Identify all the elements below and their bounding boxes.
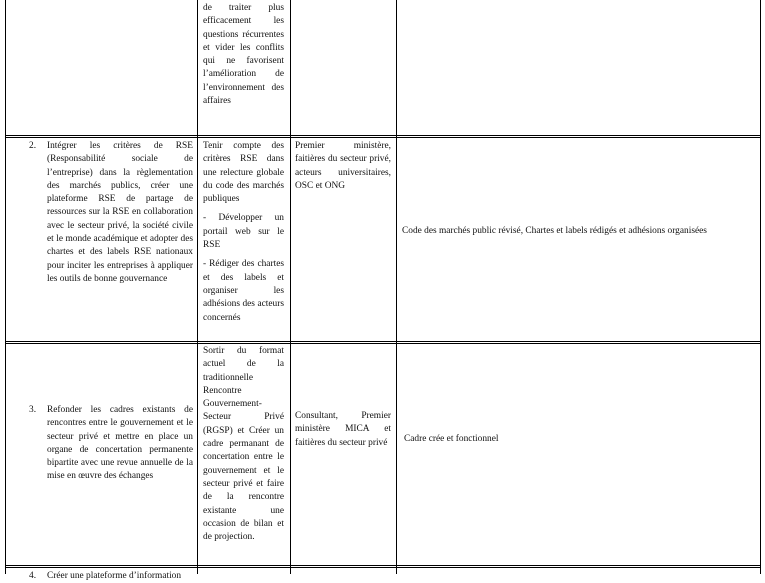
- table-row-3-objective: [47, 404, 193, 484]
- table-row-3-actions: [203, 345, 284, 544]
- row-divider-2: [5, 341, 761, 344]
- table-border-right: [760, 0, 761, 574]
- action-text: de traiter plus efficacement les questions récurrentes et vider les conflits qui ne favorisent l’amélioration de l’environnement des affaires: [203, 3, 284, 107]
- row-number: 2.: [29, 141, 37, 151]
- actors-text: Consultant, Premier ministère MICA et faitières du secteur privé: [295, 411, 391, 448]
- table-row-2-actions: [203, 140, 284, 325]
- column-divider-actors-results: [396, 0, 397, 574]
- table-border-left: [5, 0, 6, 574]
- action-text: Tenir compte des critères RSE dans une relecture globale du code des marchés publiques: [203, 141, 284, 205]
- table-row-2-actors: [295, 140, 391, 193]
- action-text: - Rédiger des chartes et des labels et organiser les adhésions des acteurs concernés: [203, 259, 284, 323]
- row-number: 3.: [29, 405, 37, 415]
- actors-text: Premier ministère, faitières du secteur privé, acteurs universitaires, OSC et ONG: [295, 141, 391, 191]
- objective-text: Intégrer les critères de RSE (Responsabilité sociale de l’entreprise) dans la règlementation des marchés publics, créer une plateforme RSE de partage de ressources sur la RSE en collaboration avec le secteur privé, la société civile et le monde académique et adopter des chartes et des labels RSE nationaux pour inciter les entreprises à appliquer les outils de bonne gouvernance: [47, 141, 193, 284]
- table-row-3-actors: [295, 410, 391, 450]
- row-divider-1: [5, 135, 761, 138]
- row-number: 4.: [29, 571, 37, 581]
- action-text: - Développer un portail web sur le RSE: [203, 213, 284, 251]
- action-text: Sortir du format actuel de la traditionnelle Rencontre Gouvernement-Secteur Privé (RGSP) et Créer un cadre permanant de concertation entre le gouvernement et le secteur privé et faire de la rencontre existante une occasion de bilan et de projection.: [203, 346, 284, 543]
- column-divider-actions-actors: [290, 0, 291, 574]
- table-row-4-objective: Créer une plateforme d’information: [47, 571, 182, 581]
- table-row-2-results: Code des marchés public révisé, Chartes et labels rédigés et adhésions organisées: [402, 226, 707, 236]
- table-row-1-actions: [203, 2, 284, 108]
- table-row-2-objective: [47, 140, 193, 286]
- row-divider-3: [5, 565, 761, 568]
- column-divider-objective-actions: [197, 0, 198, 574]
- table-row-3-results: Cadre crée et fonctionnel: [404, 434, 499, 444]
- objective-text: Refonder les cadres existants de rencontres entre le gouvernement et le secteur privé et mettre en place un organe de concertation permanente bipartite avec une revue annuelle de la mise en œuvre des échanges: [47, 405, 193, 482]
